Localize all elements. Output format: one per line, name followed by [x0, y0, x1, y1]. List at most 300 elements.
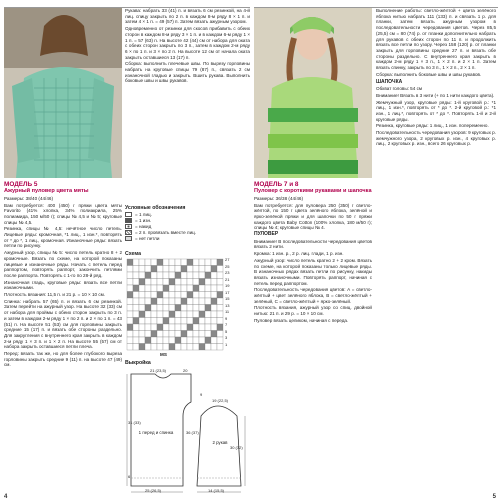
- chart-cell: [193, 279, 199, 286]
- right-para-1: Размеры: 36/38 (44/46): [254, 195, 303, 201]
- chart-row-number: 27: [225, 257, 230, 262]
- chart-cell: [181, 318, 187, 325]
- chart-cell: [217, 324, 223, 331]
- chart-cell: [139, 272, 145, 279]
- chart-cell: [175, 279, 181, 286]
- chart-cell: [139, 279, 145, 286]
- chart-cell: [187, 285, 193, 292]
- chart-cell: [145, 324, 151, 331]
- chart-cell: [139, 266, 145, 273]
- chart-cell: [169, 279, 175, 286]
- chart-cell: [157, 311, 163, 318]
- chart-cell: [157, 324, 163, 331]
- chart-cell: [199, 305, 205, 312]
- chart-row-number: 7: [225, 322, 228, 327]
- hat-para-2: Внимание! Вязать в 3 нити (+ по 1 нити каждого цвета).: [376, 92, 495, 98]
- chart-row-number: 11: [225, 309, 230, 314]
- hat-para-5: Последовательность чередования узоров: 9 круговых р. жемчужного узора, 2 круговых р. изн., 4 круговых р. лиц., 2 круговых р. изн., всего 26 круговых р.: [376, 130, 496, 147]
- chart-cell: [217, 311, 223, 318]
- chart-row-number: 3: [225, 335, 228, 340]
- pattern-dim-9: 30 (32): [230, 445, 243, 450]
- left-para-5: Изнаночная гладь, круговые ряды: вязать все петли изнаночными.: [4, 279, 122, 291]
- page-number-left: 4: [4, 494, 8, 500]
- chart-cell: [151, 318, 157, 325]
- chart-cell: [133, 318, 139, 325]
- chart-cell: [151, 305, 157, 312]
- chart-row-number: 15: [225, 296, 230, 301]
- chart-row-number: 5: [225, 328, 228, 334]
- chart-cell: [193, 324, 199, 331]
- chart-cell: [163, 266, 169, 273]
- chart-cell: [145, 292, 151, 299]
- chart-cell: [163, 279, 169, 286]
- chart-cell: [211, 292, 217, 299]
- chart-cell: [217, 344, 223, 351]
- chart-cell: [157, 279, 163, 286]
- chart-cell: [193, 292, 199, 299]
- far-para-1: Выполнение работы: светло-жёлтой + цвета зелёного яблока нитью набрать 111 (133) п. и связать 1 р. для планки, затем вязать ажурным узором в последовательности чередования цветов. Через 85,5 (25,5) см = 80 (74) р. от планки дополнительно набрать для рукавов с обеих сторон по 11 п. и продолжить вязать все петли по узору. Через 158 (120) р. от планки закрыть для горловины средние 27 п. и вязать обе стороны раздельно. С внутреннего края закрыть в каждом 2-м ряду 1 × 3 п., 1 × 2 п. и 2 × 1 п. Затем вязать спинку, закрыть по 3 п., 1 × 2 п., 2 × 1 п.: [376, 8, 496, 71]
- chart-cell: [211, 266, 217, 273]
- chart-cell: [181, 305, 187, 312]
- chart-cell: [163, 272, 169, 279]
- chart-cell: [211, 279, 217, 286]
- chart-cell: [187, 292, 193, 299]
- chart-cell: [163, 285, 169, 292]
- chart-cell: [187, 318, 193, 325]
- left-column-b: [125, 8, 250, 203]
- chart-cell: [175, 305, 181, 312]
- chart-cell: [133, 285, 139, 292]
- right-para-6: Ажурный узор: число петель кратно 2 + 2 кром. Вязать по схеме, на которой показаны только лицевые ряды. В изнаночных рядах вязать петли по рисунку, накиды вязать изнаночными. Повторять раппорт, начиная с петель перед раппортом.: [254, 257, 372, 286]
- chart-cell: [193, 311, 199, 318]
- chart-row-number: 9: [225, 315, 228, 321]
- chart-cell: [199, 266, 205, 273]
- chart-cell: [199, 331, 205, 338]
- chart-cell: [169, 337, 175, 344]
- chart-cell: [217, 272, 223, 279]
- chart-cell: [163, 344, 169, 351]
- chart-cell: [175, 311, 181, 318]
- chart-cell: [127, 292, 133, 299]
- chart-cell: [217, 337, 223, 344]
- chart-cell: [205, 344, 211, 351]
- left-header-rule: [4, 0, 250, 8]
- chart-cell: [169, 285, 175, 292]
- chart-cell: [133, 324, 139, 331]
- purl-symbol-icon: [125, 218, 132, 223]
- chart-cell: [199, 272, 205, 279]
- chart-cell: [139, 344, 145, 351]
- chart-cell: [145, 305, 151, 312]
- chart-cell: [157, 331, 163, 338]
- chart-cell: [133, 305, 139, 312]
- left-para-6: Плотность вязания: 11,5 п. и 21 р. = 10 × 10 см.: [4, 292, 106, 298]
- chart-cell: [181, 344, 187, 351]
- chart-cell: [145, 318, 151, 325]
- chart-cell: [193, 272, 199, 279]
- right-section-pullover: ПУЛОВЕР: [254, 231, 279, 238]
- hat-para-4: Резинка, круговые ряды: 1 лиц., 1 изн. попеременно.: [376, 123, 489, 129]
- chart-cell: [157, 292, 163, 299]
- chart-cell: [169, 259, 175, 266]
- right-para-9: Пуловер вязать целиком, начиная с переда.: [254, 317, 349, 323]
- mid-para-1: Рукава: набрать 33 (41) п. и вязать 6 см резинкой, на 4-й лиц. спицу закрыть по 2 п. в каждом 8-м ряду 8 × 1 п. и затем 4 × 1 п. = 49 (57) п. Затем вязать ажурным узором.: [125, 8, 250, 25]
- mid-para-2: Одновременно от резинки для скосов прибавить с обеих сторон в каждом 8-м ряду 3 × 1 п. и в каждом 6-м ряду 1 × 1 п. = 57 (63) п. На высоте 42 (44) см от набора для оката с обеих сторон закрыть по 3 п., затем в каждом 2-м ряду 6 × по 1 п. и 3 × по 2 п. На высоте 12 см от начала оката закрыть оставшиеся 13 (17) п.: [125, 26, 250, 60]
- left-para-1: Размеры: 38/40 (44/46): [4, 195, 53, 201]
- chart-cell: [133, 311, 139, 318]
- chart-row-numbers: [225, 257, 245, 348]
- chart-cell: [139, 331, 145, 338]
- chart-cell: [211, 318, 217, 325]
- chart-cell: [169, 298, 175, 305]
- chart-cell: [169, 311, 175, 318]
- chart-row-number: 13: [225, 302, 230, 308]
- chart-cell: [211, 311, 217, 318]
- chart-cell: [169, 272, 175, 279]
- chart-cell: [139, 324, 145, 331]
- chart-cell: [169, 266, 175, 273]
- chart-cell: [205, 331, 211, 338]
- chart-cell: [157, 305, 163, 312]
- chart-cell: [127, 311, 133, 318]
- chart-cell: [175, 298, 181, 305]
- chart-cell: [187, 324, 193, 331]
- chart-cell: [175, 324, 181, 331]
- model-5-title: МОДЕЛЬ 5: [4, 181, 38, 188]
- chart-row-number: 17: [225, 289, 230, 295]
- chart-cell: [139, 311, 145, 318]
- chart-cell: [151, 311, 157, 318]
- chart-cell: [157, 337, 163, 344]
- chart-cell: [175, 285, 181, 292]
- scheme-label: Схема: [125, 251, 141, 257]
- far-para-2: Сборка: выполнить боковые швы и швы рукавов.: [376, 71, 482, 77]
- chart-cell: [127, 337, 133, 344]
- chart-cell: [139, 298, 145, 305]
- chart-cell: [193, 331, 199, 338]
- chart-cell: [145, 272, 151, 279]
- chart-cell: [133, 272, 139, 279]
- right-para-4: Внимание! В последовательности чередования цветов вязать 2 нити.: [254, 238, 372, 250]
- chart-cell: [217, 298, 223, 305]
- pattern-dim-1: 21 (23,5): [150, 368, 167, 373]
- pattern-dim-6: 6: [128, 474, 131, 479]
- chart-rapport-label: MS: [160, 352, 167, 357]
- chart-cell: [205, 279, 211, 286]
- chart-cell: [139, 305, 145, 312]
- knit-symbol-icon: [125, 212, 132, 217]
- chart-cell: [181, 272, 187, 279]
- left-para-8: Перед: вязать так же, но для более глубокого выреза горловины закрыть средние 9 (11) п. на высоте 47 (49) см.: [4, 351, 122, 368]
- chart-cell: [169, 344, 175, 351]
- chart-cell: [181, 337, 187, 344]
- chart-cell: [199, 279, 205, 286]
- chart-row-number: 21: [225, 276, 230, 282]
- legend-row-k2tog: = 2 п. провязать вместе лиц.: [125, 229, 255, 235]
- chart-cell: [145, 298, 151, 305]
- chart-cell: [151, 292, 157, 299]
- chart-cell: [187, 272, 193, 279]
- pattern-dim-3: 9: [200, 392, 203, 397]
- chart-cell: [157, 344, 163, 351]
- chart-cell: [205, 318, 211, 325]
- chart-cell: [187, 305, 193, 312]
- chart-cell: [163, 305, 169, 312]
- chart-cell: [211, 324, 217, 331]
- chart-cell: [157, 285, 163, 292]
- chart-cell: [151, 266, 157, 273]
- chart-cell: [145, 266, 151, 273]
- k2tog-symbol-icon: [125, 230, 132, 235]
- chart-cell: [151, 272, 157, 279]
- legend-row-yarnover: = накид: [125, 223, 255, 229]
- chart-cell: [205, 305, 211, 312]
- chart-cell: [127, 344, 133, 351]
- chart-cell: [127, 305, 133, 312]
- left-para-2: Вам потребуется: 400 (450) г пряжи цвета мяты Favorito (41% хлопка, 34% полиакрила, 25% полиамида, 150 м/50 г); спицы № 4,5 и № 5; круговые спицы № 4,5.: [4, 202, 122, 225]
- chart-cell: [169, 331, 175, 338]
- chart-cell: [205, 337, 211, 344]
- chart-cell: [133, 298, 139, 305]
- chart-cell: [151, 279, 157, 286]
- chart-cell: [163, 259, 169, 266]
- photo-mint-pullover: [4, 8, 122, 178]
- chart-cell: [181, 279, 187, 286]
- hat-para-3: Жемчужный узор, круговые ряды: 1-й круговой р.: *1 лиц., 1 изн.*, повторять от * до *. 2-й круговой р.: *1 изн., 1 лиц.*, повторять от * до *. Повторять 1-й и 2-й круговые ряды.: [376, 99, 496, 122]
- chart-cell: [169, 324, 175, 331]
- right-column-a: [254, 180, 372, 498]
- chart-cell: [217, 305, 223, 312]
- chart-cell: [217, 285, 223, 292]
- pattern-title: Выкройка: [125, 360, 151, 366]
- chart-cell: [187, 298, 193, 305]
- pattern-sleeve-label: 2 рукав: [212, 440, 228, 445]
- pattern-dim-4: 19 (22,5): [212, 398, 229, 403]
- chart-cell: [181, 331, 187, 338]
- legend-title: Условные обозначения: [125, 205, 186, 211]
- model-7-8-title: МОДЕЛЬ 7 и 8: [254, 181, 299, 188]
- pattern-dim-8: 14 (15,5): [208, 488, 225, 493]
- chart-cell: [187, 279, 193, 286]
- pattern-dim-2: 20: [183, 368, 188, 373]
- hat-para-1: Обхват головы: 54 см: [376, 86, 423, 92]
- model-7-8-subtitle: Пуловер с короткими рукавами и шапочка: [254, 188, 372, 195]
- pattern-dim-7: 25 (26,5): [145, 488, 162, 493]
- hat-title: ШАПОЧКА: [376, 79, 403, 86]
- chart-cell: [169, 318, 175, 325]
- chart-cell: [217, 259, 223, 266]
- chart-cell: [187, 344, 193, 351]
- chart-cell: [145, 279, 151, 286]
- chart-cell: [187, 337, 193, 344]
- chart-cell: [139, 337, 145, 344]
- left-para-7: Спинка: набрать 57 (65) п. и вязать 6 см резинкой. Затем перейти на ажурный узор. На высоте 32 (33) см от набора для проймы с обеих сторон закрыть по 3 п. и затем в каждом 2-м ряду 1 × по 2 п. и 2 × по 1 п. = 43 (51) п. На высоте 51 (53) см для горловины закрыть средние 15 (17) п. и вязать обе стороны раздельно. Для закругления с внутреннего края закрыть в каждом 2-м ряду 1 × 3 п. и 1 × 2 п. На высоте 55 (57) см от набора закрыть оставшиеся петли плеча.: [4, 298, 122, 350]
- chart-cell: [169, 305, 175, 312]
- chart-cell: [175, 337, 181, 344]
- chart-cell: [133, 279, 139, 286]
- chart-cell: [163, 311, 169, 318]
- chart-cell: [181, 292, 187, 299]
- chart-cell: [211, 344, 217, 351]
- chart-cell: [199, 298, 205, 305]
- chart-cell: [163, 337, 169, 344]
- chart-cell: [151, 337, 157, 344]
- chart-cell: [151, 259, 157, 266]
- chart-cell: [151, 331, 157, 338]
- chart-cell: [133, 266, 139, 273]
- chart-cell: [127, 331, 133, 338]
- chart-cell: [145, 331, 151, 338]
- left-para-3: Резинка, спицы № 4,5: нечётное число петель. Лицевые ряды: кромочная, *1 лиц., 1 изн.*, повторять от * до *, 1 лиц., кромочная. Изнаночные ряды: вязать петли по рисунку.: [4, 226, 122, 249]
- chart-cell: [199, 337, 205, 344]
- chart-cell: [205, 266, 211, 273]
- chart-cell: [133, 331, 139, 338]
- right-para-8: Плотность вязания, ажурный узор со спиц. двойной нитью: 21 п. и 29 р. = 10 × 10 см.: [254, 305, 372, 317]
- page-number-right: 5: [492, 494, 496, 500]
- chart-cell: [217, 331, 223, 338]
- chart-cell: [157, 266, 163, 273]
- chart-row-number: 25: [225, 263, 230, 269]
- chart-cell: [157, 259, 163, 266]
- chart-cell: [133, 344, 139, 351]
- chart-cell: [205, 292, 211, 299]
- left-para-4: Ажурный узор, спицы № 5: число петель кратно 8 + 2 кромочные. Вязать по схеме, на которой показаны лицевые и изнаночные ряды. Начать с петель перед раппортом, повторять раппорт, закончить петлями после раппорта. Повторять с 1-го по 28-й ряд.: [4, 250, 122, 278]
- chart-cell: [175, 344, 181, 351]
- chart-cell: [199, 292, 205, 299]
- chart-cell: [181, 311, 187, 318]
- chart-cell: [175, 266, 181, 273]
- chart-cell: [199, 311, 205, 318]
- chart-cell: [157, 318, 163, 325]
- chart-cell: [145, 344, 151, 351]
- chart-cell: [175, 292, 181, 299]
- chart-cell: [127, 298, 133, 305]
- chart-cell: [217, 279, 223, 286]
- chart-cell: [211, 298, 217, 305]
- chart-row-number: 19: [225, 283, 230, 288]
- chart-cell: [139, 285, 145, 292]
- chart-cell: [175, 259, 181, 266]
- chart-cell: [127, 324, 133, 331]
- chart-cell: [211, 285, 217, 292]
- chart-cell: [211, 272, 217, 279]
- chart-cell: [187, 266, 193, 273]
- chart-cell: [181, 298, 187, 305]
- chart-cell: [211, 337, 217, 344]
- chart-cell: [163, 331, 169, 338]
- legend-row-purl: = 1 изн.: [125, 217, 255, 223]
- chart-cell: [151, 324, 157, 331]
- chart-cell: [217, 292, 223, 299]
- chart-cell: [127, 266, 133, 273]
- chart-cell: [211, 259, 217, 266]
- chart-cell: [187, 259, 193, 266]
- chart-cell: [193, 305, 199, 312]
- chart-cell: [199, 285, 205, 292]
- chart-cell: [145, 285, 151, 292]
- legend-box: [125, 205, 255, 247]
- chart-cell: [181, 285, 187, 292]
- chart-cell: [193, 298, 199, 305]
- chart-row-number: 23: [225, 270, 230, 275]
- model-5-subtitle: Ажурный пуловер цвета мяты: [4, 188, 89, 195]
- chart-cell: [151, 344, 157, 351]
- chart-cell: [205, 285, 211, 292]
- chart-cell: [205, 311, 211, 318]
- chart-cell: [169, 292, 175, 299]
- pattern-dim-10: 36 (37): [186, 430, 199, 435]
- chart-cell: [127, 272, 133, 279]
- chart-cell: [181, 266, 187, 273]
- right-para-5: Кромка: 1 изн. р., 2 р. лиц. глади, 1 р. изн.: [254, 251, 344, 257]
- chart-cell: [163, 292, 169, 299]
- chart-cell: [205, 259, 211, 266]
- chart-cell: [127, 279, 133, 286]
- chart-cell: [217, 318, 223, 325]
- chart-cell: [139, 259, 145, 266]
- chart-cell: [139, 292, 145, 299]
- chart-cell: [163, 298, 169, 305]
- chart-cell: [157, 298, 163, 305]
- chart-cell: [205, 298, 211, 305]
- chart-cell: [205, 324, 211, 331]
- chart-cell: [151, 285, 157, 292]
- chart-cell: [133, 337, 139, 344]
- chart-cell: [193, 259, 199, 266]
- chart-cell: [127, 259, 133, 266]
- chart-cell: [199, 344, 205, 351]
- pattern-front-label: 1 перед и спинка: [138, 430, 174, 435]
- chart-cell: [193, 285, 199, 292]
- chart-cell: [175, 318, 181, 325]
- legend-row-knit: = 1 лиц.: [125, 211, 255, 217]
- chart-cell: [199, 318, 205, 325]
- legend-row-no-stitch: = нет петли: [125, 235, 255, 241]
- chart-cell: [139, 318, 145, 325]
- chart-cell: [151, 298, 157, 305]
- chart-cell: [193, 318, 199, 325]
- chart-cell: [205, 272, 211, 279]
- chart-cell: [145, 259, 151, 266]
- mid-para-3: Сборка: выполнить плечевые швы. По вырезу горловины набрать на круговые спицы 79 (87) п., связать 2 см изнаночной гладью и закрыть. Вшить рукава. Выполнить боковые швы и швы рукавов.: [125, 61, 250, 84]
- chart-cell: [217, 266, 223, 273]
- chart-cell: [145, 337, 151, 344]
- chart-cell: [127, 318, 133, 325]
- photo-green-pullover: [254, 8, 372, 178]
- left-column-a: [4, 180, 122, 498]
- chart-cell: [193, 344, 199, 351]
- right-para-7: Последовательность чередования цветов: А = светло-жёлтый + цвет зелёного яблока, В = светло-жёлтый + зелёный, С = светло-жёлтый + ярко-зелёный.: [254, 287, 372, 304]
- chart-cell: [211, 331, 217, 338]
- chart-cell: [199, 324, 205, 331]
- chart-cell: [175, 331, 181, 338]
- chart-cell: [181, 324, 187, 331]
- no-stitch-symbol-icon: [125, 236, 132, 241]
- right-column-b: [376, 8, 496, 498]
- chart-cell: [133, 292, 139, 299]
- chart-cell: [157, 272, 163, 279]
- chart-cell: [163, 324, 169, 331]
- chart-cell: [163, 318, 169, 325]
- right-header-rule: [254, 0, 498, 8]
- chart-cell: [127, 285, 133, 292]
- yarnover-symbol-icon: [125, 224, 132, 229]
- chart-cell: [181, 259, 187, 266]
- chart-cell: [199, 259, 205, 266]
- chart-cell: [193, 337, 199, 344]
- chart-cell: [133, 259, 139, 266]
- chart-cell: [211, 305, 217, 312]
